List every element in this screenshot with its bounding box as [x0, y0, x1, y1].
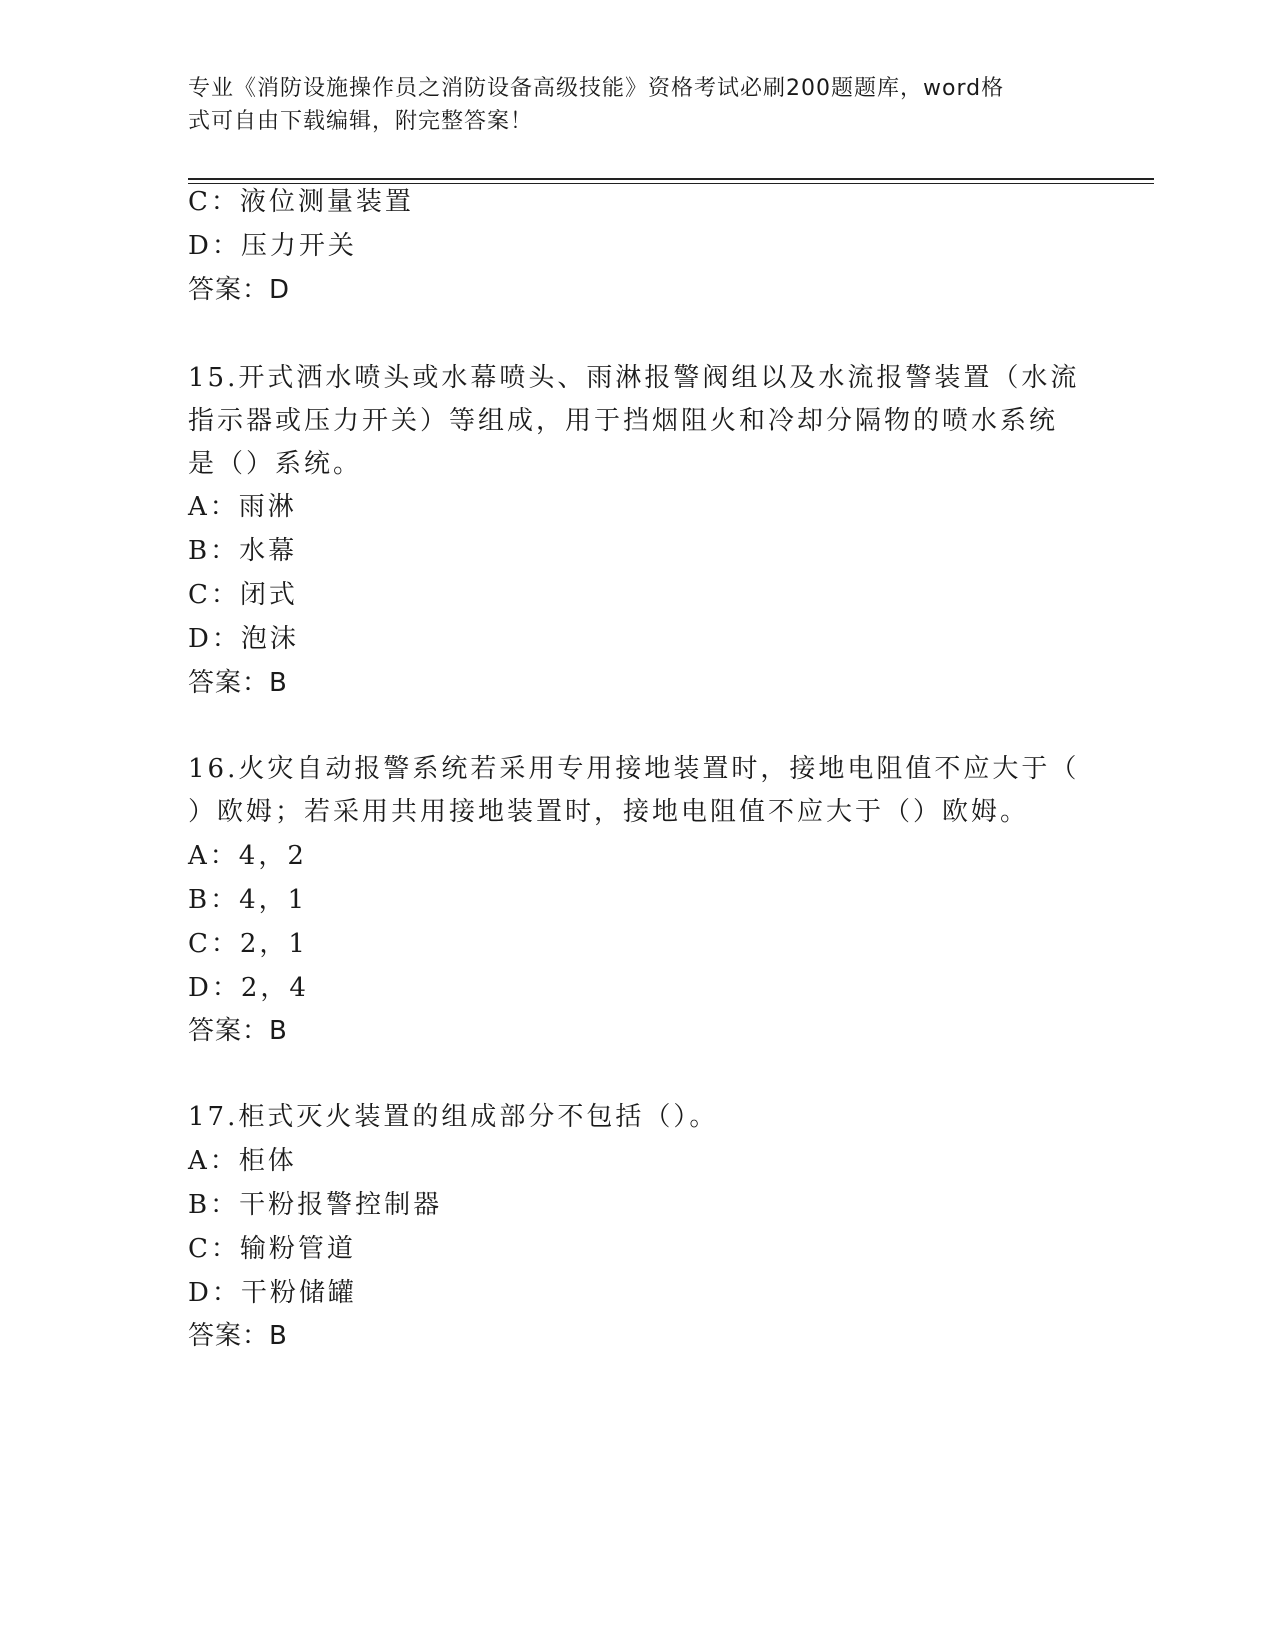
q16-answer: 答案：B — [188, 1016, 288, 1046]
q17-option-a: A：柜体 — [188, 1146, 297, 1176]
q15-stem-line-2: 指示器或压力开关）等组成，用于挡烟阻火和冷却分隔物的喷水系统 — [188, 406, 1059, 436]
q15-option-b: B：水幕 — [188, 536, 298, 566]
prev-option-d: D：压力开关 — [188, 231, 357, 261]
q16-option-a: A：4，2 — [188, 841, 307, 871]
document-header — [188, 72, 1068, 138]
prev-option-c: C：液位测量装置 — [188, 187, 414, 217]
q16-stem-line-2: ）欧姆；若采用共用接地装置时，接地电阻值不应大于（）欧姆。 — [188, 797, 1030, 827]
header-title-line-2: 式可自由下载编辑，附完整答案！ — [188, 109, 534, 134]
q17-option-d: D：干粉储罐 — [188, 1278, 357, 1308]
q16-option-d: D：2，4 — [188, 973, 309, 1003]
q15-stem-line-1: 15.开式洒水喷头或水幕喷头、雨淋报警阀组以及水流报警装置（水流 — [188, 363, 1080, 393]
q16-option-b: B：4，1 — [188, 885, 308, 915]
q17-option-c: C：输粉管道 — [188, 1234, 356, 1264]
header-title-line-1: 专业《消防设施操作员之消防设备高级技能》资格考试必刷200题题库，word格 — [188, 76, 1005, 101]
q15-option-d: D：泡沫 — [188, 624, 299, 654]
q17-answer: 答案：B — [188, 1321, 288, 1351]
q15-stem-line-3: 是（）系统。 — [188, 449, 363, 479]
q17-option-b: B：干粉报警控制器 — [188, 1190, 443, 1220]
q16-stem-line-1: 16.火灾自动报警系统若采用专用接地装置时，接地电阻值不应大于（ — [188, 754, 1080, 784]
q15-answer: 答案：B — [188, 668, 288, 698]
q15-option-c: C：闭式 — [188, 580, 298, 610]
q15-option-a: A：雨淋 — [188, 492, 297, 522]
q16-option-c: C：2，1 — [188, 929, 308, 959]
prev-answer: 答案：D — [188, 275, 291, 305]
q17-stem-line-1: 17.柜式灭火装置的组成部分不包括（）。 — [188, 1102, 719, 1132]
